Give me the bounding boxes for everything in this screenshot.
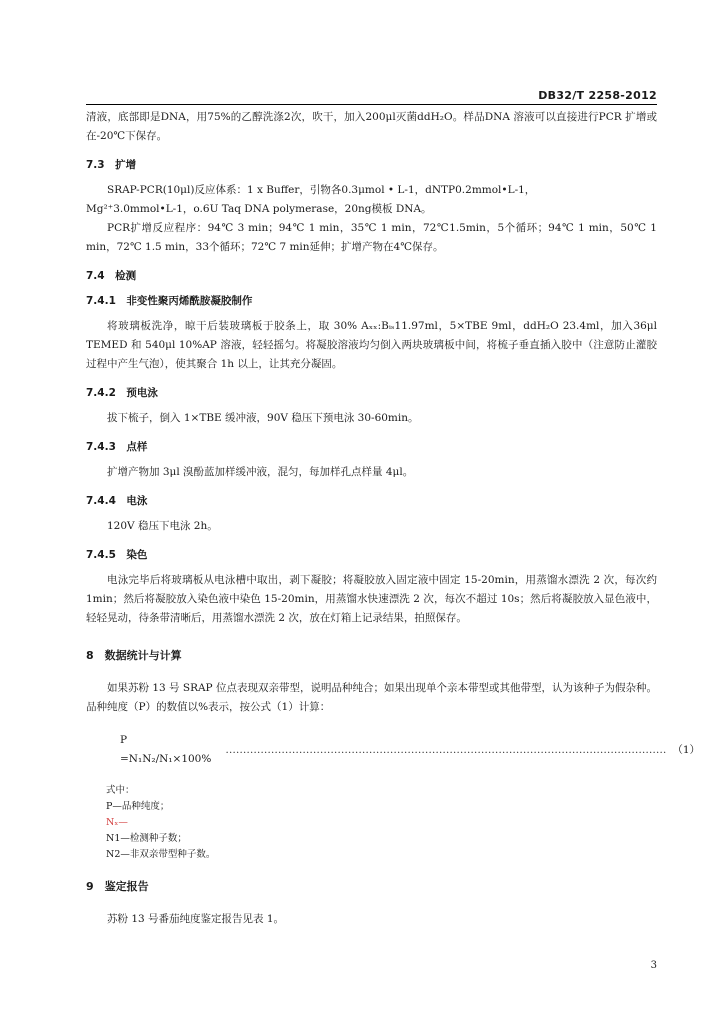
heading-7-4: 7.4 检测 [86,270,137,282]
paragraph-gel-prep: 将玻璃板洗净，晾干后装玻璃板于胶条上，取 30% Aₓₓ:Bᵢₛ11.97ml，5×TBE 9ml，ddH₂O 23.4ml，加入36μl TEMED 和 540μl 10%AP 溶液，轻轻摇匀。将凝胶溶液均匀倒入两块玻璃板中间，将梳子垂直插入胶中（注意防止灌胶过程中产生气泡），使其聚合 1h 以上，让其充分凝固。 [86,320,657,370]
paragraph-pcr-program: PCR扩增反应程序：94℃ 3 min；94℃ 1 min，35℃ 1 min，72℃1.5min，5个循环；94℃ 1 min，50℃ 1 min，72℃ 1.5 min，33个循环；72℃ 7 min延伸；扩增产物在4℃保存。 [86,222,657,253]
paragraph-calculation: 如果苏粉 13 号 SRAP 位点表现双亲带型，说明品种纯合；如果出现单个亲本带型或其他带型，认为该种子为假杂种。品种纯度（P）的数值以%表示，按公式（1）计算： [86,682,657,713]
heading-7-4-3: 7.4.3 点样 [86,441,148,453]
heading-7-4-1: 7.4.1 非变性聚丙烯酰胺凝胶制作 [86,295,253,307]
heading-7-4-4: 7.4.4 电泳 [86,495,148,507]
heading-7-4-5: 7.4.5 染色 [86,549,148,561]
paragraph-report: 苏粉 13 号番茄纯度鉴定报告见表 1。 [107,913,285,925]
legend-n1: N1—检测种子数； [106,833,187,844]
legend-n2: N2—非双亲带型种子数。 [106,849,216,860]
paragraph-srap-2: Mg²⁺3.0mmol•L-1，o.6U Taq DNA polymerase，20ng模板 DNA。 [86,203,432,215]
heading-7-3: 7.3 扩增 [86,159,137,171]
heading-8: 8 数据统计与计算 [86,649,182,662]
paragraph-wash: 清液，底部即是DNA，用75%的乙醇洗涤2次，吹干，加入200μl灭菌ddH₂O。样品DNA 溶液可以直接进行PCR 扩增或在-20℃下保存。 [86,111,657,142]
purity-formula [86,731,701,769]
heading-9: 9 鉴定报告 [86,880,149,893]
paragraph-staining: 电泳完毕后将玻璃板从电泳槽中取出，剥下凝胶；将凝胶放入固定液中固定 15-20min，用蒸馏水漂洗 2 次，每次约 1min；然后将凝胶放入染色液中染色 15-20min，用蒸馏水快速漂洗 2 次，每次不超过 10s；然后将凝胶放入显色液中，轻轻晃动，待条带清晰后，用蒸馏水漂洗 2 次，放在灯箱上记录结果，拍照保存。 [86,574,657,624]
formula-number: （1） [672,743,701,756]
formula-legend [86,783,657,863]
formula-expression: P =N₁N₂/N₁×100% [120,734,212,765]
document-body [86,108,701,929]
legend-p: P—品种纯度； [106,801,170,812]
paragraph-srap-1: SRAP-PCR(10μl)反应体系：1 x Buffer，引物各0.3μmol • L-1，dNTP0.2mmol•L-1， [107,184,536,196]
heading-7-4-2: 7.4.2 预电泳 [86,387,158,399]
paragraph-electrophoresis: 120V 稳压下电泳 2h。 [107,520,218,532]
page-number: 3 [650,960,657,971]
header-rule [86,104,657,105]
legend-title: 式中： [106,785,135,796]
legend-nx: Nₓ— [106,817,128,828]
doc-code-header: DB32/T 2258-2012 [538,89,657,102]
paragraph-pre-electrophoresis: 拔下梳子，倒入 1×TBE 缓冲液，90V 稳压下预电泳 30-60min。 [107,412,419,424]
formula-leader-dots: ……………………………………………………………………………………………………………… [225,743,667,756]
paragraph-loading: 扩增产物加 3μl 溴酚蓝加样缓冲液，混匀，每加样孔点样量 4μl。 [107,466,414,478]
